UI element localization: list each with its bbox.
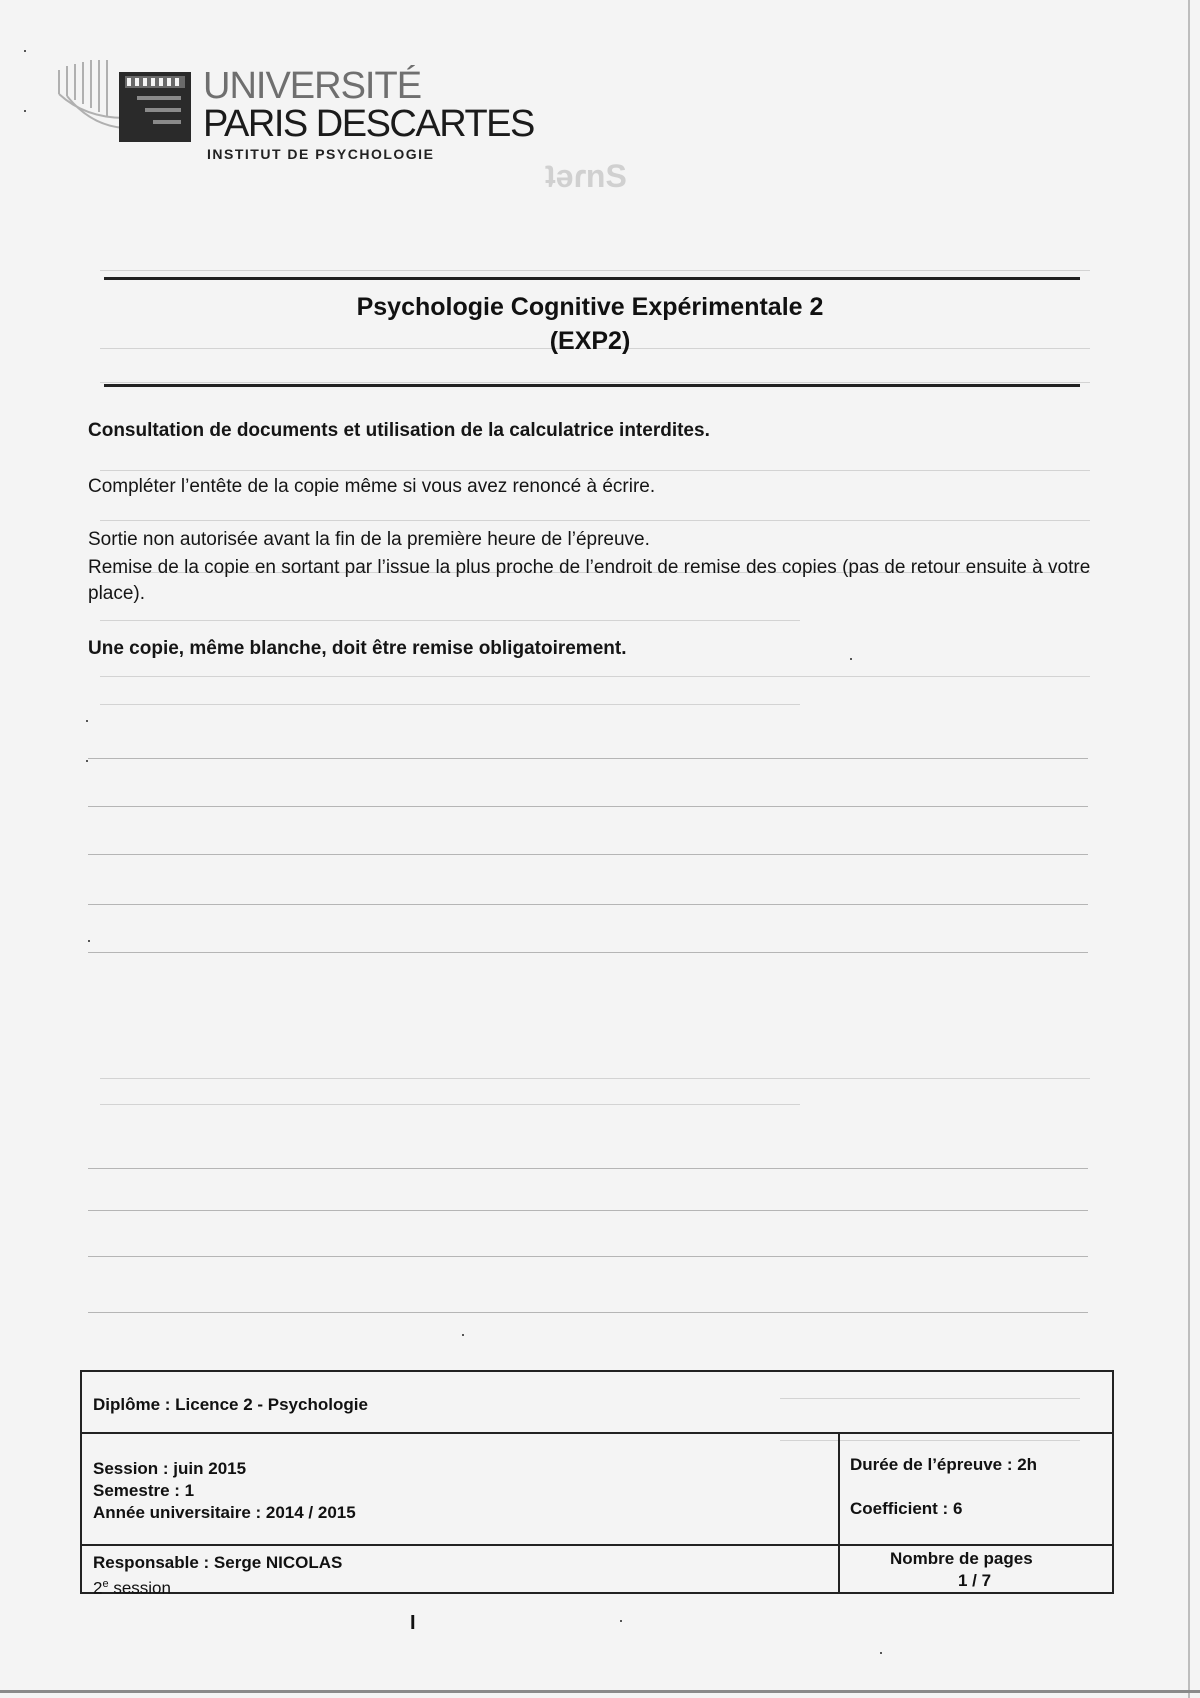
university-name-line2: PARIS DESCARTES xyxy=(203,103,534,145)
ghost-line xyxy=(100,270,1090,271)
coefficient-label: Coefficient : 6 xyxy=(850,1499,963,1518)
session-word: session xyxy=(108,1578,171,1598)
answer-line xyxy=(88,758,1088,759)
university-logo xyxy=(55,48,534,168)
answer-line xyxy=(88,1168,1088,1169)
ghost-line xyxy=(100,1104,800,1105)
title-rule-bottom xyxy=(104,384,1080,387)
session-label: Session : juin 2015 xyxy=(93,1459,247,1478)
scan-speck xyxy=(462,1334,464,1336)
scan-speck xyxy=(620,1620,622,1622)
answer-line xyxy=(88,806,1088,807)
session-superscript: e xyxy=(102,1578,109,1590)
table-column-divider xyxy=(838,1432,840,1592)
ghost-text: ʇǝɾnS xyxy=(545,158,627,194)
ghost-line xyxy=(100,470,1090,471)
answer-line xyxy=(88,952,1088,953)
answer-line xyxy=(88,1210,1088,1211)
university-emblem-icon xyxy=(55,48,195,143)
ghost-line xyxy=(100,520,1090,521)
table-row-divider xyxy=(82,1544,1112,1546)
instruction-consultation: Consultation de documents et utilisation de la calculatrice interdites. xyxy=(88,420,710,441)
page-footer-mark: I xyxy=(410,1612,416,1634)
title-rule-top xyxy=(104,277,1080,280)
ghost-line xyxy=(100,620,800,621)
course-title xyxy=(100,290,1080,358)
scan-speck xyxy=(24,50,26,52)
answer-line xyxy=(88,1256,1088,1257)
scan-speck xyxy=(88,940,90,942)
scan-speck xyxy=(24,110,26,112)
university-name-line1: UNIVERSITÉ xyxy=(203,65,422,107)
scan-speck xyxy=(850,658,852,660)
institute-name: INSTITUT DE PSYCHOLOGIE xyxy=(207,146,435,162)
instruction-sortie: Sortie non autorisée avant la fin de la première heure de l’épreuve. xyxy=(88,529,650,550)
ghost-line xyxy=(100,382,1090,383)
instruction-copie-blanche: Une copie, même blanche, doit être remise obligatoirement. xyxy=(88,638,627,659)
annee-label: Année universitaire : 2014 / 2015 xyxy=(93,1503,356,1522)
instruction-remise: Remise de la copie en sortant par l’issue la plus proche de l’endroit de remise des copies (pas de retour ensuite à votre place). xyxy=(88,557,1091,604)
answer-line xyxy=(88,854,1088,855)
scan-speck xyxy=(86,760,88,762)
ghost-line xyxy=(100,704,800,705)
nombre-pages-label: Nombre de pages xyxy=(890,1549,1033,1568)
answer-line xyxy=(88,904,1088,905)
table-row-divider xyxy=(82,1432,1112,1434)
page-edge-right xyxy=(1188,0,1190,1698)
course-title-line2: (EXP2) xyxy=(549,327,631,355)
answer-line xyxy=(88,1312,1088,1313)
diplome-label: Diplôme : Licence 2 - Psychologie xyxy=(93,1395,368,1414)
nombre-pages-value: 1 / 7 xyxy=(958,1571,992,1590)
exam-info-table xyxy=(80,1370,1114,1598)
ghost-line xyxy=(100,1078,1090,1079)
duree-label: Durée de l’épreuve : 2h xyxy=(850,1455,1038,1474)
session-number: 2 xyxy=(93,1578,103,1598)
session-number-label xyxy=(93,1573,171,1600)
course-title-line1: Psychologie Cognitive Expérimentale 2 xyxy=(356,293,824,321)
scan-speck xyxy=(880,1652,882,1654)
scan-speck xyxy=(86,720,88,722)
ghost-line xyxy=(100,676,1090,677)
instruction-completer: Compléter l’entête de la copie même si vous avez renoncé à écrire. xyxy=(88,476,656,497)
page-edge-bottom xyxy=(0,1690,1200,1693)
semestre-label: Semestre : 1 xyxy=(93,1481,195,1500)
responsable-label: Responsable : Serge NICOLAS xyxy=(93,1553,343,1572)
